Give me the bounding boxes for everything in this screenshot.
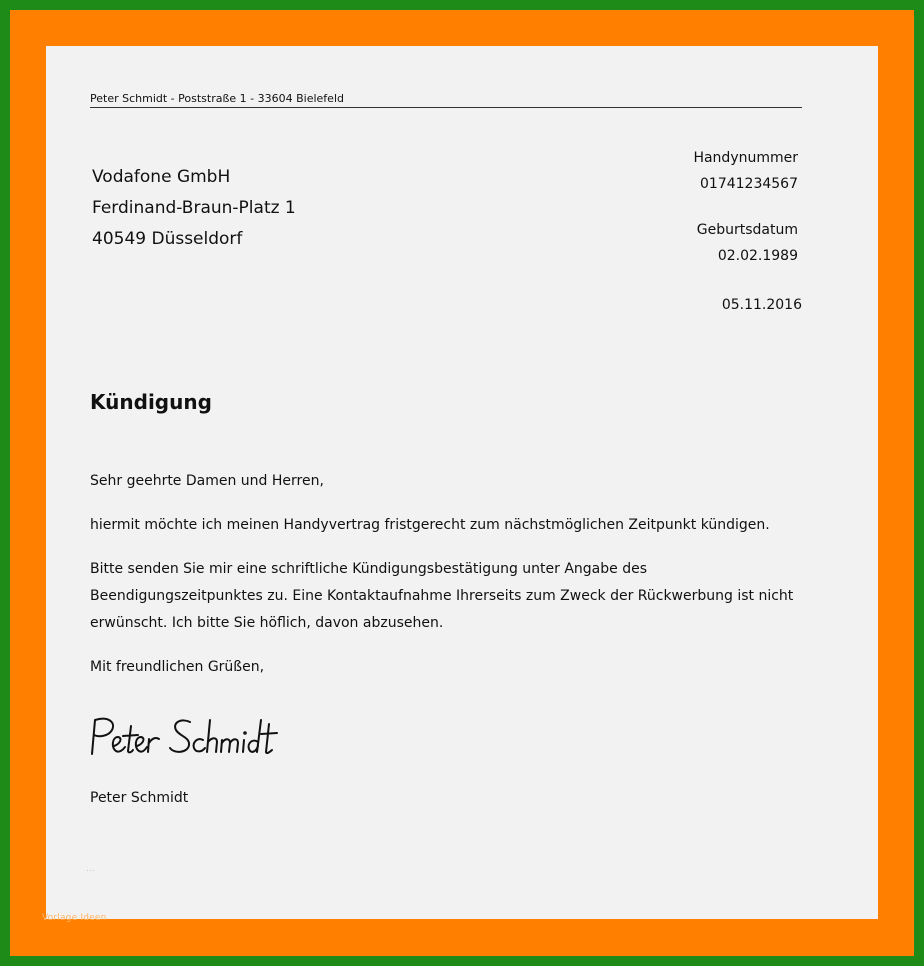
letter-page xyxy=(46,46,878,919)
phone-label: Handynummer xyxy=(693,150,798,166)
signature-drawing xyxy=(86,710,286,760)
sender-address-line: Peter Schmidt - Poststraße 1 - 33604 Bielefeld xyxy=(90,92,802,108)
recipient-company: Vodafone GmbH xyxy=(92,167,231,187)
info-block xyxy=(693,148,798,266)
letter-date: 05.11.2016 xyxy=(721,297,802,313)
birthdate-value: 02.02.1989 xyxy=(717,248,798,264)
salutation: Sehr geehrte Damen und Herren, xyxy=(90,473,324,489)
letter-subject: Kündigung xyxy=(90,390,212,414)
body-paragraph-2: Bitte senden Sie mir eine schriftliche Kündigungsbestätigung unter Angabe des Beendigungszeitpunktes zu. Eine Kontaktaufnahme Ihrerseits zum Zweck der Rückwerbung ist nicht erwünscht. Ich bitte Sie höflich, davon abzusehen. xyxy=(90,561,794,631)
body-paragraph-1: hiermit möchte ich meinen Handyvertrag fristgerecht zum nächstmöglichen Zeitpunkt kündigen. xyxy=(90,517,770,533)
handwritten-signature xyxy=(86,710,286,764)
closing: Mit freundlichen Grüßen, xyxy=(90,659,265,675)
phone-value: 01741234567 xyxy=(700,176,798,192)
recipient-address xyxy=(92,162,296,255)
recipient-city: 40549 Düsseldorf xyxy=(92,229,243,249)
recipient-street: Ferdinand-Braun-Platz 1 xyxy=(92,198,296,218)
birthdate-label: Geburtsdatum xyxy=(696,222,798,238)
watermark-text: Vorlage Ideen xyxy=(42,913,107,923)
signer-name: Peter Schmidt xyxy=(90,790,189,806)
faint-mark: ... xyxy=(86,864,95,874)
letter-body xyxy=(90,468,810,698)
